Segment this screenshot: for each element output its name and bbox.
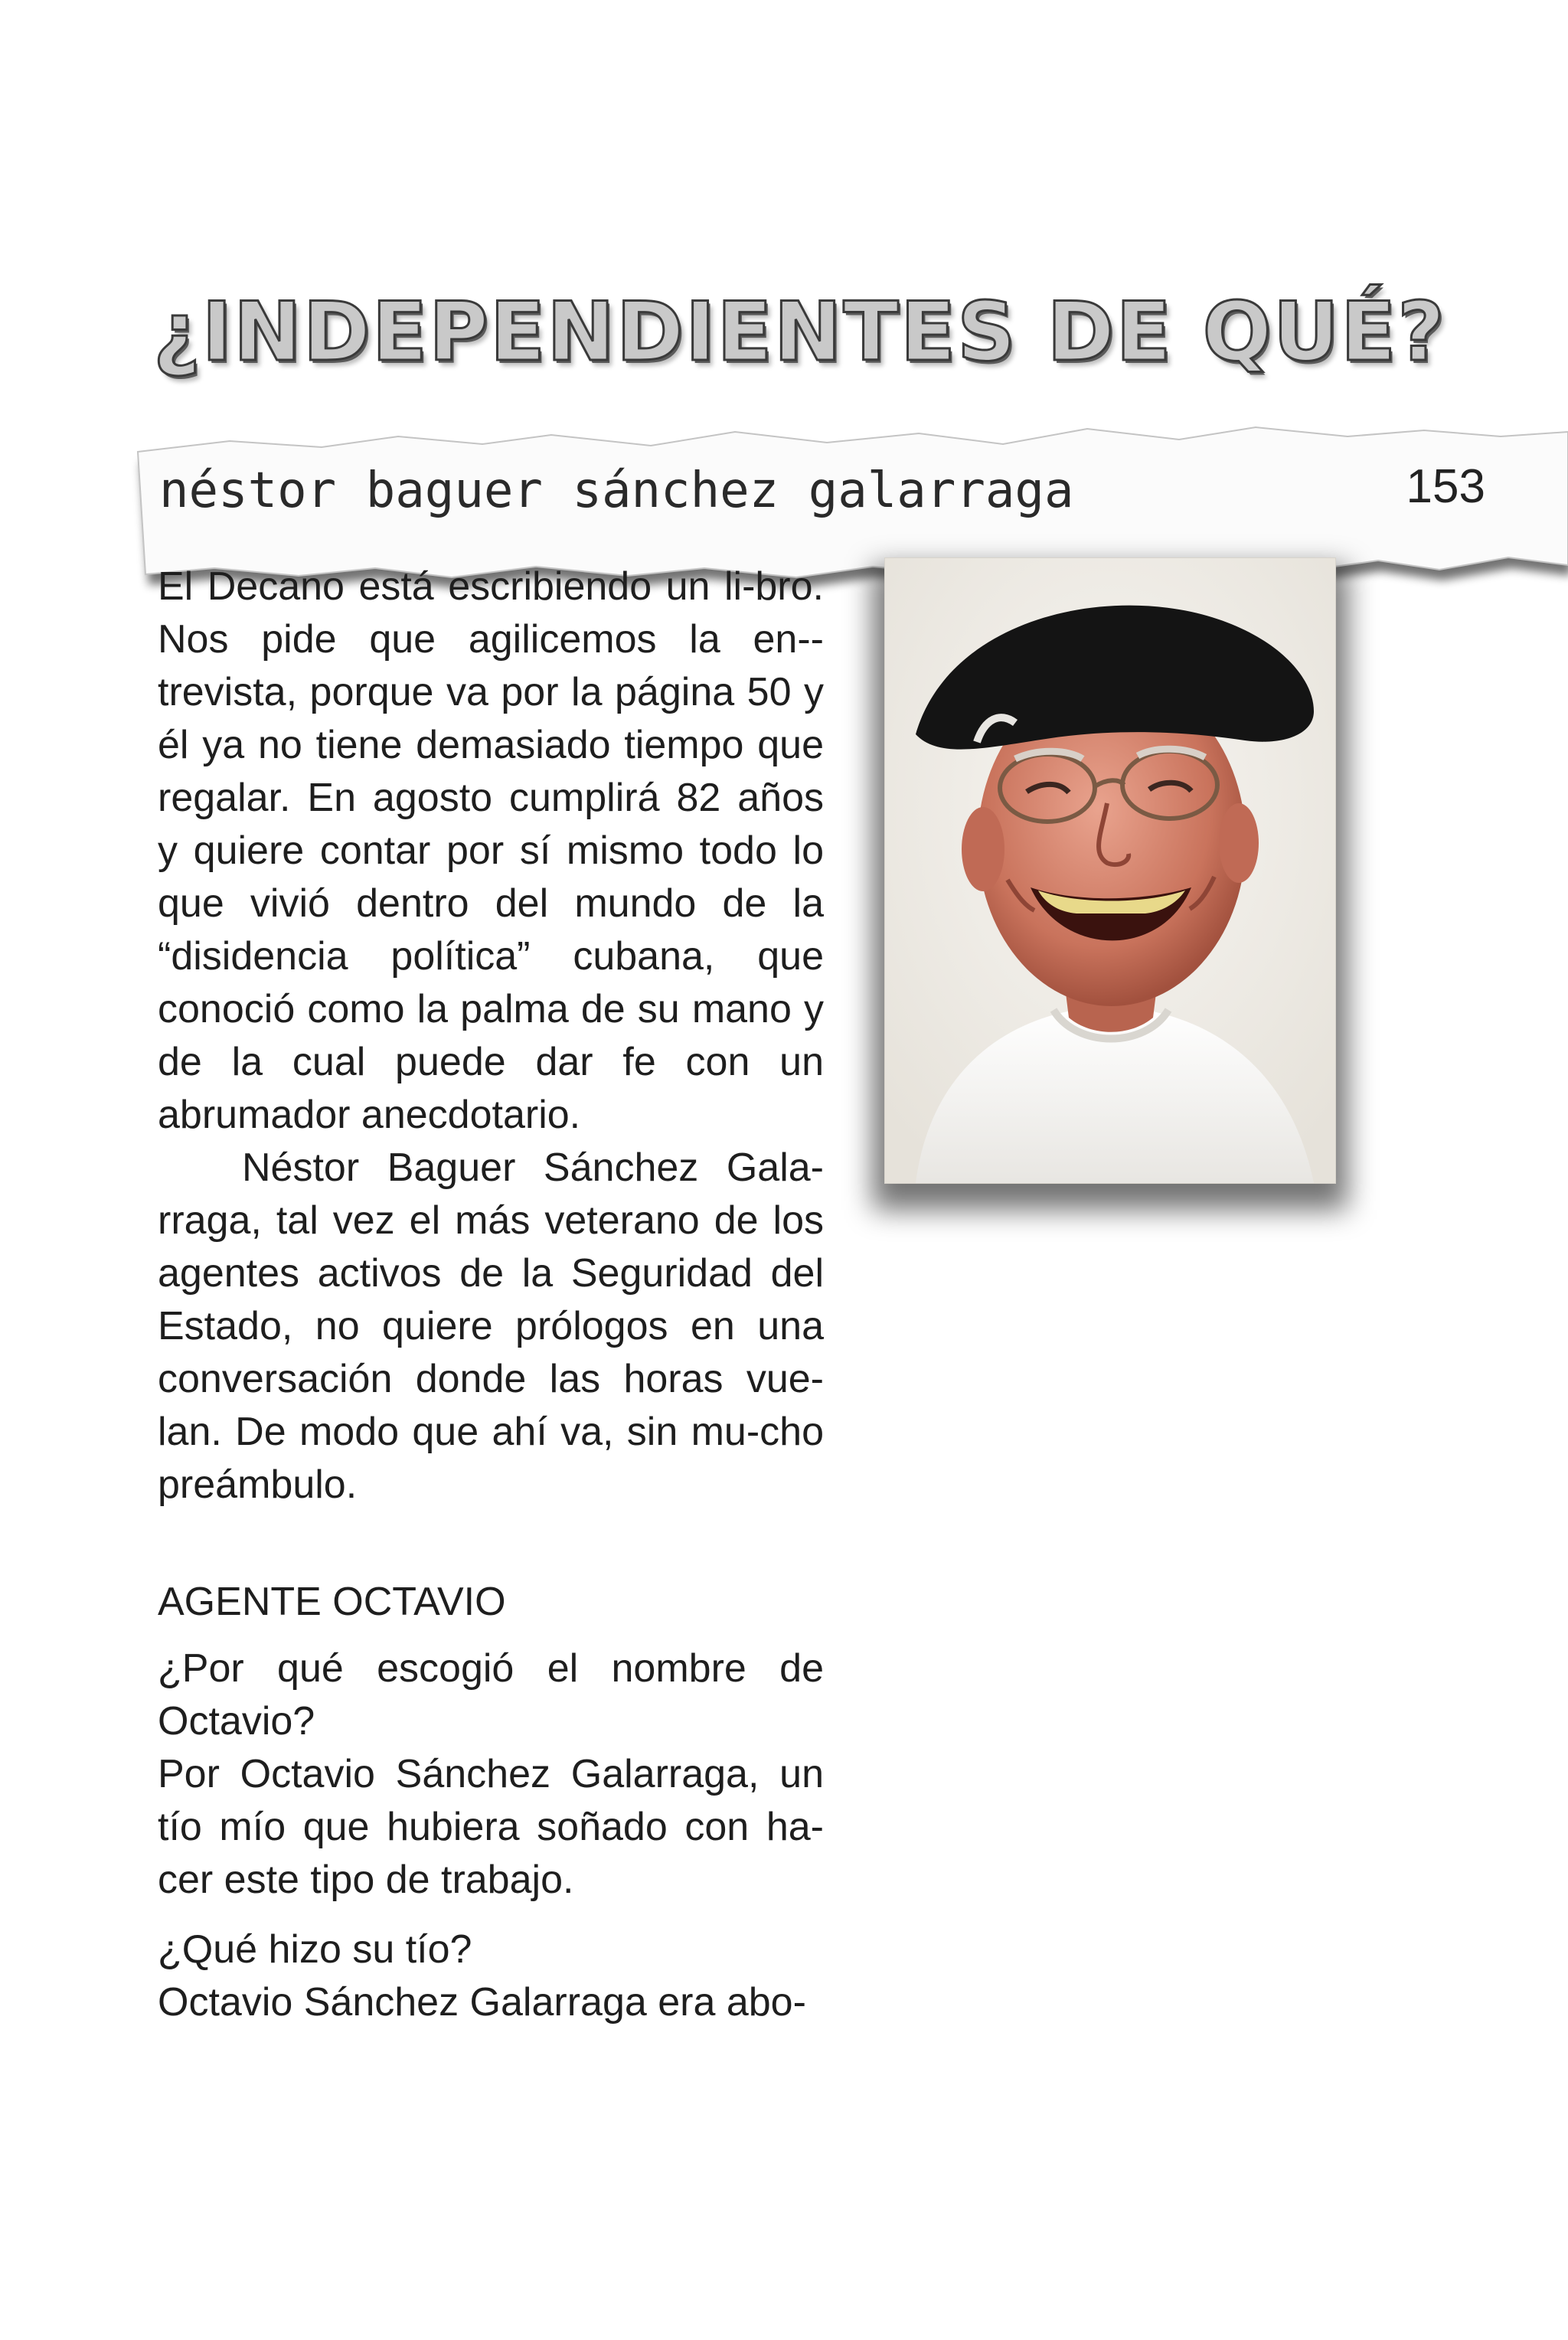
- interview-answer: Por Octavio Sánchez Galarraga, un tío mío que hubiera soñado con ha-cer este tipo de trabajo.: [158, 1752, 824, 1902]
- author-name: néstor baguer sánchez galarraga: [159, 462, 1074, 519]
- qa-block: [158, 1642, 824, 1907]
- page-number: 153: [1406, 460, 1485, 513]
- interview-answer: Octavio Sánchez Galarraga era abo-: [158, 1980, 806, 2025]
- interview-question: ¿Qué hizo su tío?: [158, 1927, 472, 1972]
- article-body: [158, 560, 824, 2029]
- portrait-photo: [884, 557, 1336, 1184]
- page-title: ¿INDEPENDIENTES DE QUÉ?: [153, 285, 1446, 379]
- interview-question: ¿Por qué escogió el nombre de Octavio?: [158, 1646, 824, 1744]
- second-paragraph: Néstor Baguer Sánchez Gala-rraga, tal vez el más veterano de los agentes activos de la Seguridad del Estado, no quiere prólogos en una conversación donde las horas vue-lan. De modo que ahí va, sin mu-cho preámbulo.: [158, 1145, 824, 1507]
- section-heading: AGENTE OCTAVIO: [158, 1580, 506, 1624]
- portrait-illustration: [885, 558, 1335, 1183]
- qa-block: [158, 1923, 824, 2029]
- intro-paragraph: El Decano está escribiendo un li-bro. Nos pide que agilicemos la en-trevista, porque va por la página 50 y él ya no tiene demasiado tiempo que regalar. En agosto cumplirá 82 años y quiere contar por sí mismo todo lo que vivió dentro del mundo de la “disidencia política” cubana, que conoció como la palma de su mano y de la cual puede dar fe con un abrumador anecdotario.: [158, 564, 824, 1137]
